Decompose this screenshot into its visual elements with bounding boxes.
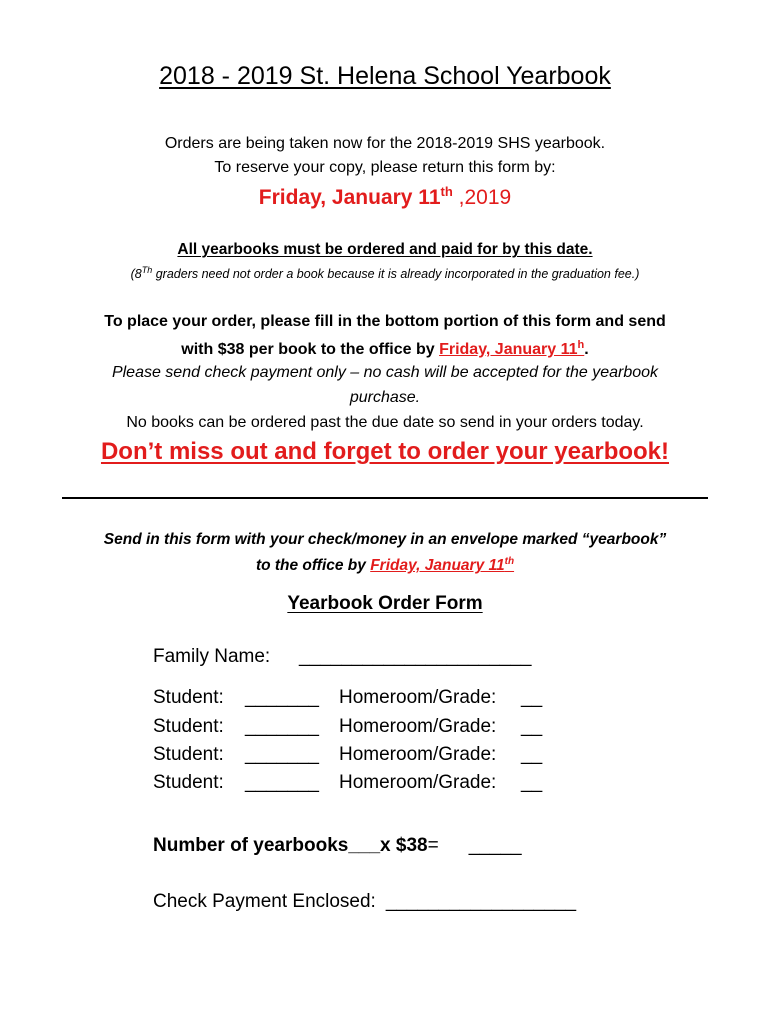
instruction-line-4: purchase. [349, 389, 421, 406]
student-label: Student: [153, 772, 224, 793]
cut-divider [62, 497, 708, 499]
deadline-date [0, 184, 770, 210]
instruction-line-2-post: . [584, 341, 589, 358]
homeroom-grade-field[interactable]: __ [521, 744, 543, 765]
family-name-field[interactable]: ______________________ [299, 646, 532, 667]
student-name-field[interactable]: _______ [245, 772, 319, 793]
send-line-2-pre: to the office by [255, 557, 371, 574]
homeroom-grade-field[interactable]: __ [521, 716, 543, 737]
send-instruction-line-2 [0, 556, 770, 575]
grade-note [0, 265, 770, 281]
grade-note-sup: Th [141, 265, 153, 275]
deadline-main: Friday, January 11 [258, 186, 441, 209]
instruction-line-1: To place your order, please fill in the bottom portion of this form and send [104, 313, 666, 330]
homeroom-grade-label: Homeroom/Grade: [339, 687, 497, 708]
total-amount-field[interactable]: _____ [468, 835, 522, 856]
student-row [153, 716, 542, 738]
grade-note-open: (8 [130, 267, 142, 281]
student-row [153, 744, 542, 766]
order-form-title: Yearbook Order Form [287, 593, 483, 614]
family-name-label: Family Name: [153, 646, 271, 667]
equals-sign: = [427, 835, 439, 856]
yearbook-price: x $38 [380, 835, 428, 856]
family-name-row [153, 646, 531, 668]
instruction-line-2-pre: with $38 per book to the office by [181, 341, 440, 358]
student-label: Student: [153, 687, 224, 708]
deadline-year: ,2019 [452, 186, 512, 209]
deadline-sup: th [440, 184, 453, 199]
intro-line-2: To reserve your copy, please return this form by: [214, 159, 556, 176]
grade-note-rest: graders need not order a book because it is already incorporated in the graduation fee.) [152, 267, 640, 281]
student-label: Student: [153, 744, 224, 765]
instruction-line-2-date [439, 341, 584, 358]
yearbook-count-field[interactable]: ___ [348, 835, 381, 856]
dont-miss-banner: Don’t miss out and forget to order your yearbook! [100, 438, 670, 465]
check-payment-field[interactable]: __________________ [385, 891, 577, 912]
send-instruction-line-1: Send in this form with your check/money in an envelope marked “yearbook” [103, 531, 667, 548]
homeroom-grade-label: Homeroom/Grade: [339, 716, 497, 737]
homeroom-grade-label: Homeroom/Grade: [339, 744, 497, 765]
check-payment-label: Check Payment Enclosed: [153, 891, 376, 912]
homeroom-grade-field[interactable]: __ [521, 687, 543, 708]
student-row [153, 687, 542, 709]
yearbook-count-row [153, 835, 522, 857]
instruction-line-2-sup: h [577, 339, 585, 351]
student-row [153, 772, 542, 794]
send-line-2-date-text: Friday, January 11 [370, 557, 505, 574]
instruction-line-2 [0, 339, 770, 359]
page-title: 2018 - 2019 St. Helena School Yearbook [159, 62, 611, 90]
intro-line-1: Orders are being taken now for the 2018-2019 SHS yearbook. [164, 135, 606, 152]
student-label: Student: [153, 716, 224, 737]
student-name-field[interactable]: _______ [245, 716, 319, 737]
instruction-line-5: No books can be ordered past the due date so send in your orders today. [126, 414, 644, 431]
student-name-field[interactable]: _______ [245, 687, 319, 708]
student-name-field[interactable]: _______ [245, 744, 319, 765]
instruction-line-3: Please send check payment only – no cash will be accepted for the yearbook [111, 364, 659, 381]
all-paid-notice: All yearbooks must be ordered and paid for by this date. [177, 241, 593, 258]
homeroom-grade-label: Homeroom/Grade: [339, 772, 497, 793]
send-line-2-sup: th [504, 556, 515, 567]
send-line-2-date [370, 557, 514, 574]
instruction-line-2-date-text: Friday, January 11 [439, 341, 578, 358]
check-payment-row [153, 891, 576, 913]
homeroom-grade-field[interactable]: __ [521, 772, 543, 793]
yearbook-count-label: Number of yearbooks [153, 835, 349, 856]
